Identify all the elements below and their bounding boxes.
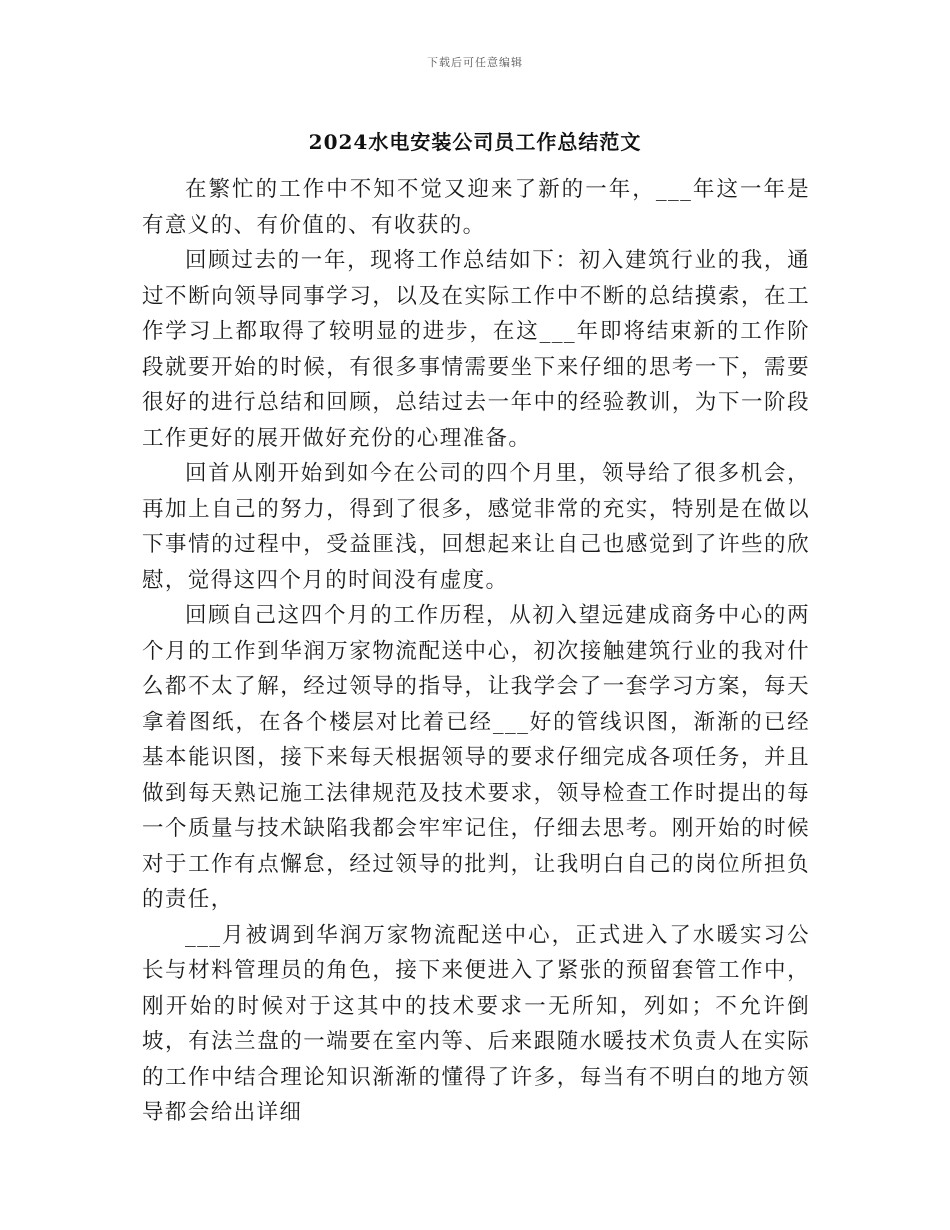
paragraph-1: 在繁忙的工作中不知不觉又迎来了新的一年，___年这一年是有意义的、有价值的、有收获的。 [142,177,810,238]
paragraph-3: 回首从刚开始到如今在公司的四个月里，领导给了很多机会，再加上自己的努力，得到了很多，感觉非常的充实，特别是在做以下事情的过程中，受益匪浅，回想起来让自己也感觉到了许些的欣慰，觉得这四个月的时间没有虚度。 [142,461,810,593]
paragraph-5: ___月被调到华润万家物流配送中心，正式进入了水暖实习公长与材料管理员的角色，接下来便进入了紧张的预留套管工作中，刚开始的时候对于这其中的技术要求一无所知，列如；不允许倒坡，有法兰盘的一端要在室内等、后来跟随水暖技术负责人在实际的工作中结合理论知识渐渐的懂得了许多，每当有不明白的地方领导都会给出详细 [142,922,810,1125]
document-body [142,172,810,1131]
header-note: 下载后可任意编辑 [427,56,523,69]
document-title: 2024水电安装公司员工作总结范文 [308,130,642,154]
paragraph-2: 回顾过去的一年，现将工作总结如下：初入建筑行业的我，通过不断向领导同事学习，以及在实际工作中不断的总结摸索，在工作学习上都取得了较明显的进步，在这___年即将结束新的工作阶段就要开始的时候，有很多事情需要坐下来仔细的思考一下，需要很好的进行总结和回顾，总结过去一年中的经验教训，为下一阶段工作更好的展开做好充份的心理准备。 [142,248,810,451]
paragraph-4: 回顾自己这四个月的工作历程，从初入望远建成商务中心的两个月的工作到华润万家物流配送中心，初次接触建筑行业的我对什么都不太了解，经过领导的指导，让我学会了一套学习方案，每天拿着图纸，在各个楼层对比着已经___好的管线识图，渐渐的已经基本能识图，接下来每天根据领导的要求仔细完成各项任务，并且做到每天熟记施工法律规范及技术要求，领导检查工作时提出的每一个质量与技术缺陷我都会牢牢记住，仔细去思考。刚开始的时候对于工作有点懈怠，经过领导的批判，让我明白自己的岗位所担负的责任， [142,603,810,912]
